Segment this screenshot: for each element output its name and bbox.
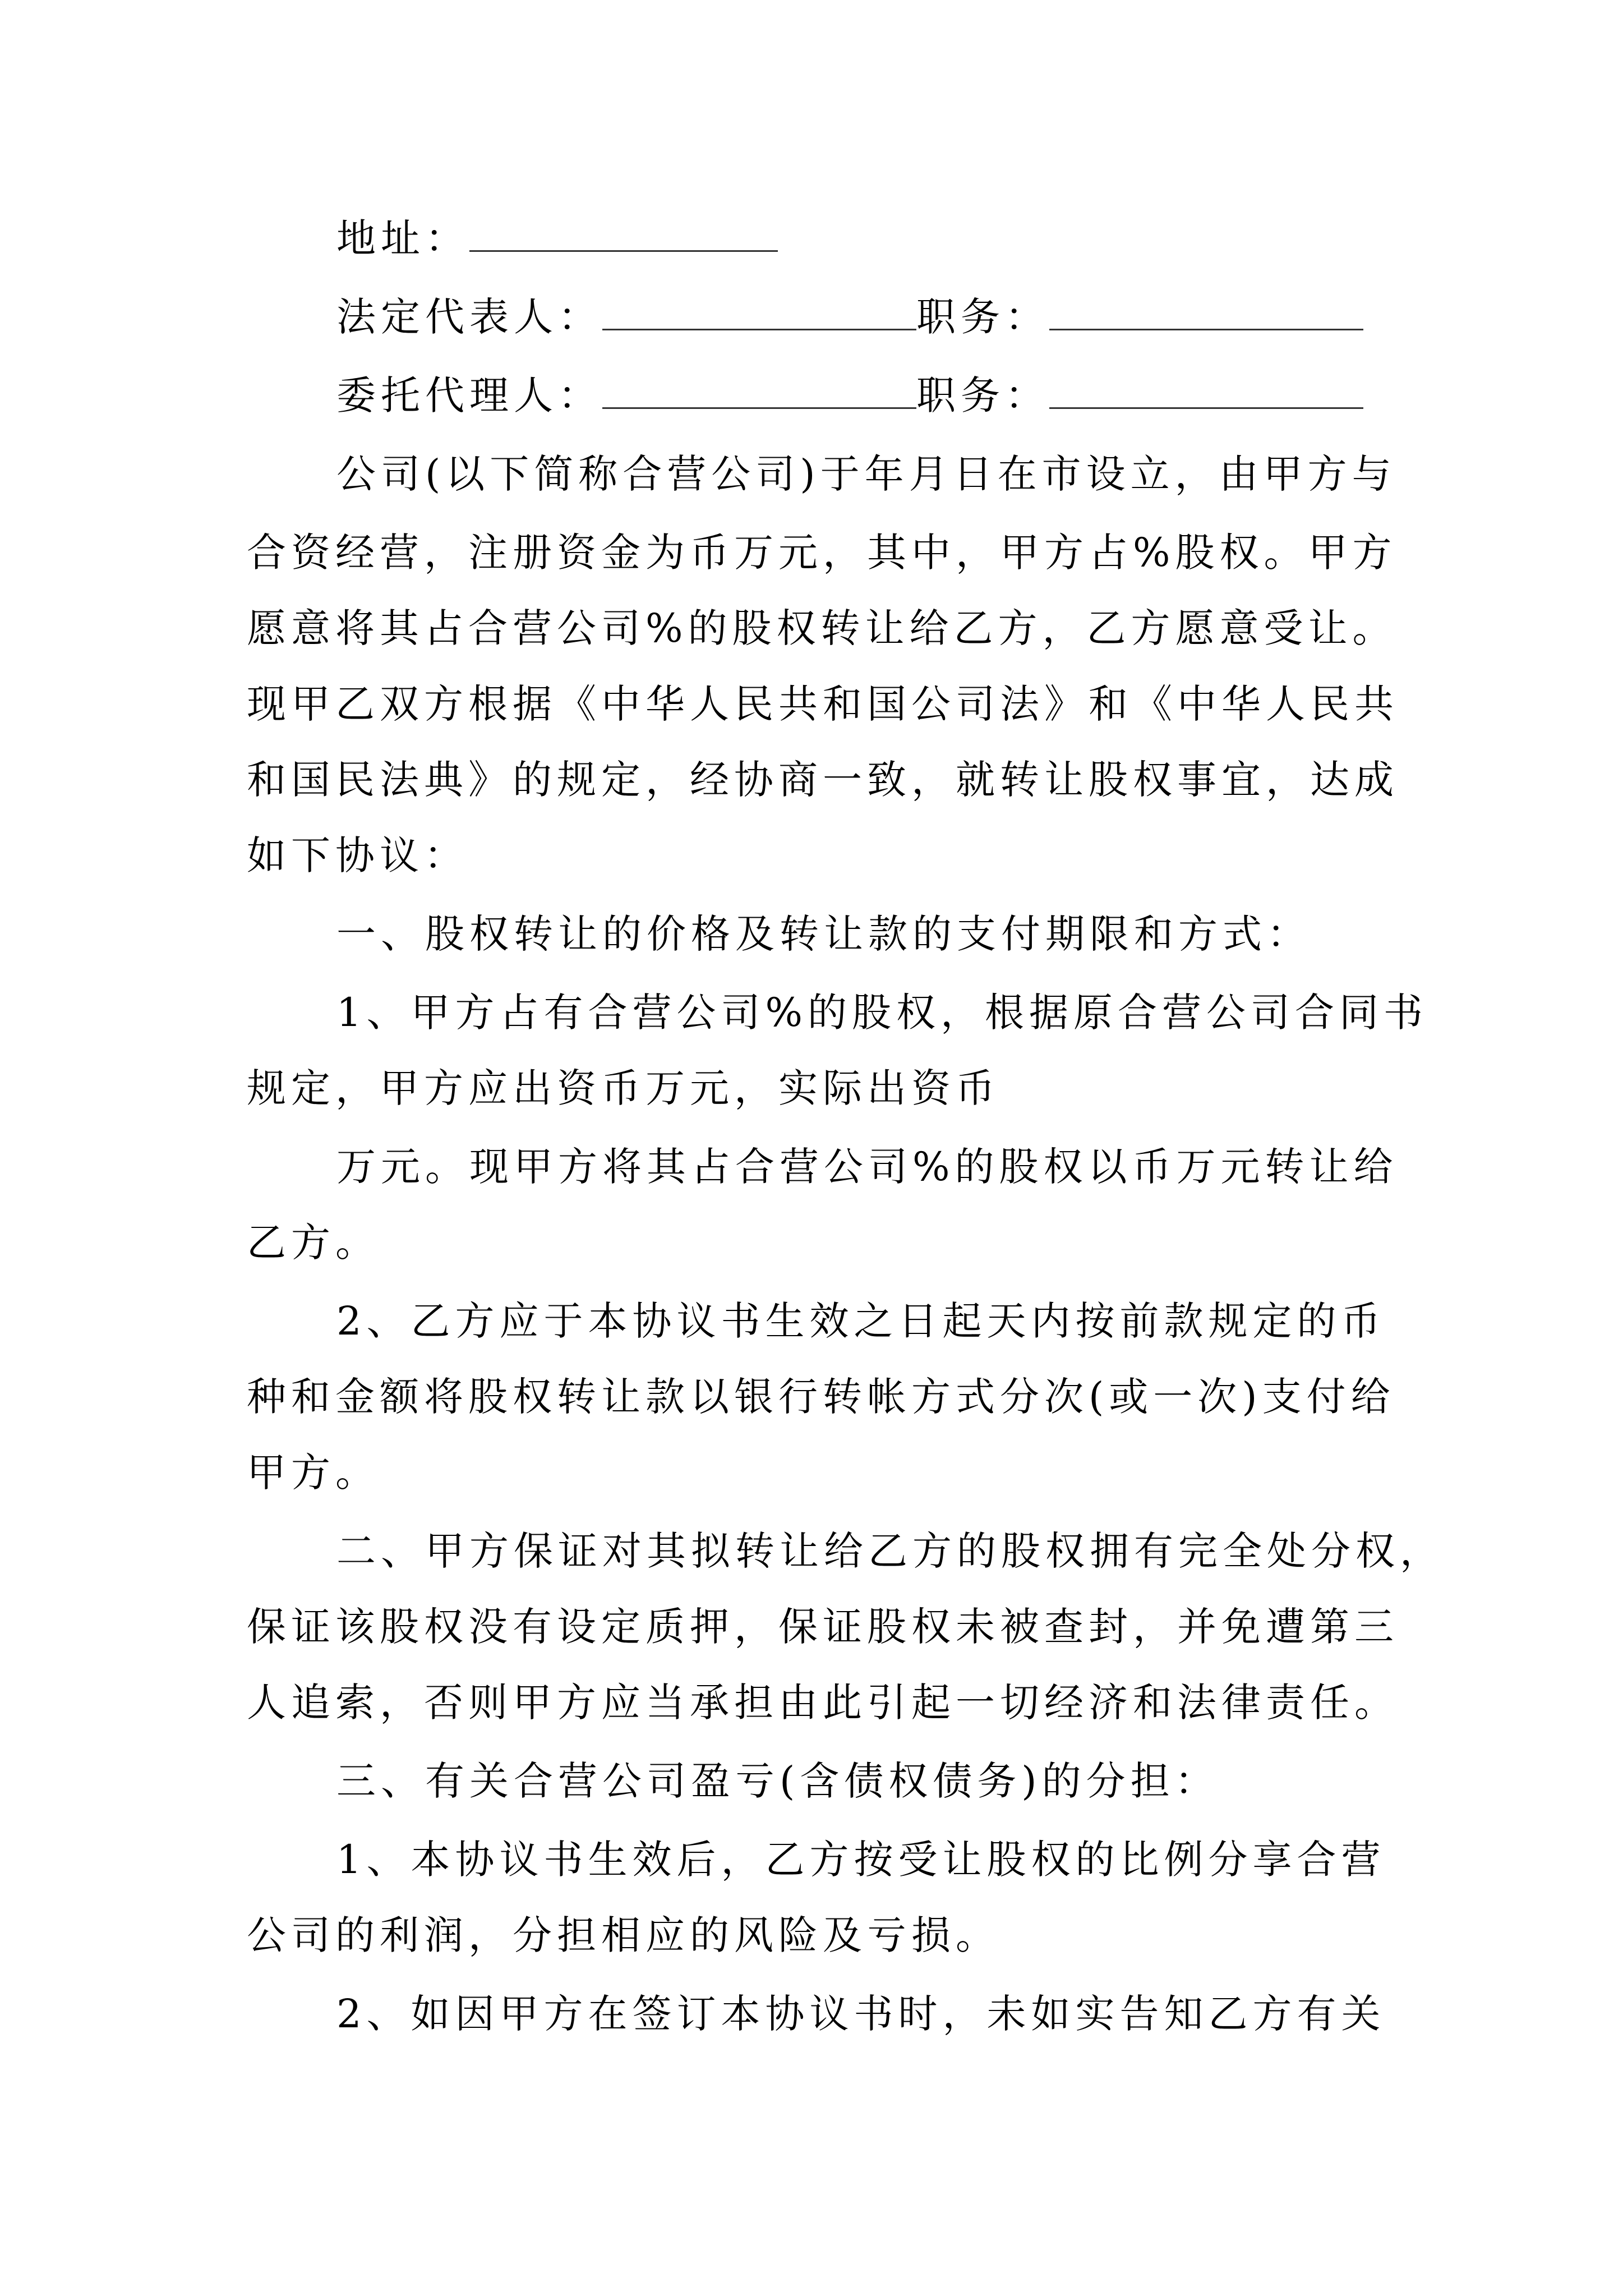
position-label-2: 职务： — [916, 372, 1049, 418]
text-line: 种和金额将股权转让款以银行转帐方式分次(或一次)支付给 — [247, 1374, 1395, 1420]
section-heading: 二、甲方保证对其拟转让给乙方的股权拥有完全处分权， — [336, 1528, 1444, 1574]
text-line: 愿意将其占合营公司%的股权转让给乙方，乙方愿意受让。 — [247, 605, 1397, 651]
agent-blank — [602, 379, 916, 409]
section-heading: 一、股权转让的价格及转让款的支付期限和方式： — [336, 911, 1311, 957]
address-blank — [469, 222, 778, 252]
position-blank-1 — [1049, 301, 1363, 330]
legal-rep-label: 法定代表人： — [336, 294, 602, 340]
text-line: 人追索，否则甲方应当承担由此引起一切经济和法律责任。 — [247, 1680, 1399, 1726]
legal-rep-blank — [602, 301, 916, 330]
text-line: 2、乙方应于本协议书生效之日起天内按前款规定的币 — [336, 1298, 1386, 1344]
position-label-1: 职务： — [916, 294, 1049, 340]
position-blank-2 — [1049, 379, 1363, 409]
text-line: 保证该股权没有设定质押，保证股权未被查封，并免遭第三 — [247, 1604, 1399, 1650]
legal-rep-line — [336, 292, 1363, 342]
text-line: 合资经营，注册资金为币万元，其中，甲方占%股权。甲方 — [247, 530, 1397, 576]
address-label: 地址： — [336, 215, 469, 261]
text-line: 1、本协议书生效后，乙方按受让股权的比例分享合营 — [336, 1837, 1386, 1883]
text-line: 乙方。 — [247, 1220, 380, 1266]
text-line: 如下协议： — [247, 832, 468, 878]
text-line: 甲方。 — [247, 1450, 380, 1496]
text-line: 规定，甲方应出资币万元，实际出资币 — [247, 1065, 1000, 1111]
text-line: 公司(以下简称合营公司)于年月日在市设立，由甲方与 — [336, 451, 1396, 497]
text-line: 2、如因甲方在签订本协议书时，未如实告知乙方有关 — [336, 1991, 1386, 2037]
text-line: 公司的利润，分担相应的风险及亏损。 — [247, 1912, 1000, 1958]
text-line: 1、甲方占有合营公司%的股权，根据原合营公司合同书 — [336, 990, 1428, 1036]
text-line: 万元。现甲方将其占合营公司%的股权以币万元转让给 — [336, 1144, 1398, 1190]
text-line: 现甲乙双方根据《中华人民共和国公司法》和《中华人民共 — [247, 681, 1399, 727]
section-heading: 三、有关合营公司盈亏(含债权债务)的分担： — [336, 1758, 1219, 1804]
text-line: 和国民法典》的规定，经协商一致，就转让股权事宜，达成 — [247, 757, 1399, 803]
agent-line — [336, 370, 1363, 421]
address-line — [336, 213, 778, 264]
agent-label: 委托代理人： — [336, 372, 602, 418]
